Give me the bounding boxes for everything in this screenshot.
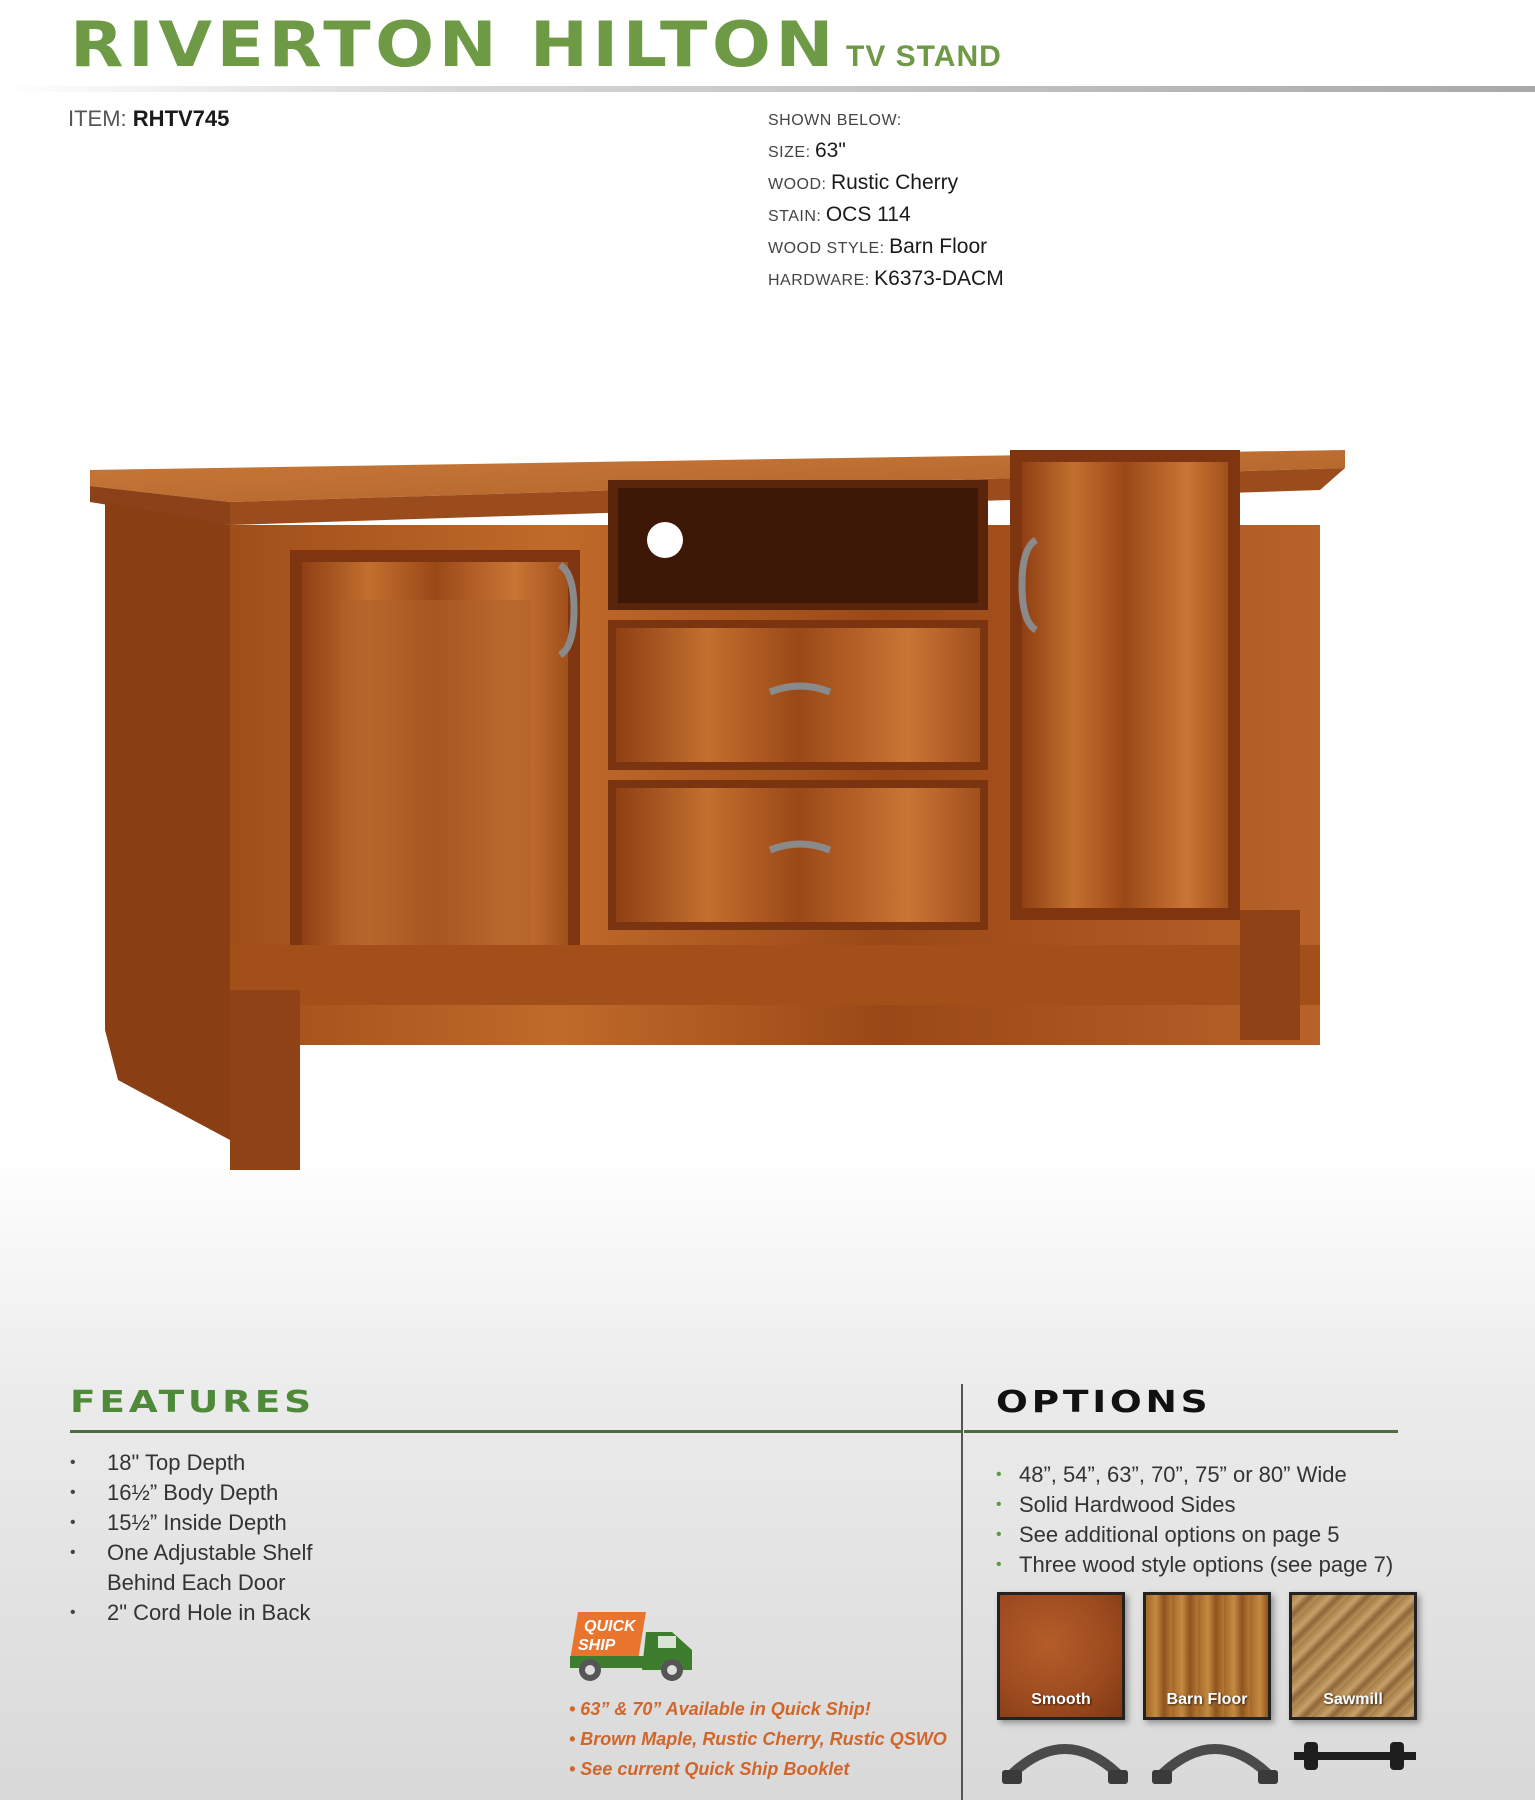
list-item: • Three wood style options (see page 7) [996,1552,1394,1577]
item-value: RHTV745 [132,106,230,131]
spec-hardware: HARDWARE: K6373-DACM [768,267,1004,290]
list-item: • 16½” Body Depth [70,1480,279,1505]
section-divider [961,1384,963,1800]
list-item: • 18" Top Depth [70,1450,246,1475]
features-divider [70,1430,962,1433]
item-label: ITEM: [68,106,127,131]
shown-below-specs [768,106,1004,296]
list-item-continuation: Behind Each Door [107,1570,286,1595]
spec-wood-style: WOOD STYLE: Barn Floor [768,235,988,258]
list-item: • 48”, 54”, 63”, 70”, 75” or 80” Wide [996,1462,1347,1487]
quick-ship-note: • 63” & 70” Available in Quick Ship! [569,1699,871,1719]
page-subtitle: TV STAND [846,40,1002,73]
features-heading: FEATURES [70,1385,315,1420]
list-item: • One Adjustable Shelf [70,1540,313,1565]
list-item: • 15½” Inside Depth [70,1510,287,1535]
page-title: RIVERTON HILTON [70,8,838,81]
swatch-barn-floor [1143,1592,1271,1720]
tv-stand-image [90,390,1360,1180]
spec-size: SIZE: 63" [768,139,846,162]
swatch-smooth [997,1592,1125,1720]
handle-icon [1000,1730,1130,1788]
list-item: • 2" Cord Hole in Back [70,1600,311,1625]
quick-ship-truck-icon [568,1608,698,1688]
shown-below-heading: SHOWN BELOW: [768,112,902,129]
item-number [68,106,229,132]
spec-wood: WOOD: Rustic Cherry [768,171,959,194]
features-list [70,1448,312,1628]
quick-ship-note: • See current Quick Ship Booklet [569,1759,850,1779]
swatch-label: Barn Floor [1166,1691,1248,1708]
quick-ship-note: • Brown Maple, Rustic Cherry, Rustic QSWO [569,1729,947,1749]
options-list [996,1460,1393,1580]
quick-ship-logo-line1: QUICK [584,1618,636,1635]
options-heading: OPTIONS [996,1385,1212,1420]
handle-icon [1150,1730,1280,1788]
list-item: • See additional options on page 5 [996,1522,1340,1547]
swatch-sawmill [1289,1592,1417,1720]
list-item: • Solid Hardwood Sides [996,1492,1236,1517]
options-divider [964,1430,1398,1433]
quick-ship-logo-line2: SHIP [578,1637,616,1654]
swatch-label: Sawmill [1323,1691,1383,1708]
quick-ship-notes [569,1694,947,1784]
handle-icon [1290,1730,1420,1788]
spec-stain: STAIN: OCS 114 [768,203,911,226]
header-divider [0,86,1535,92]
swatch-label: Smooth [1031,1691,1091,1708]
